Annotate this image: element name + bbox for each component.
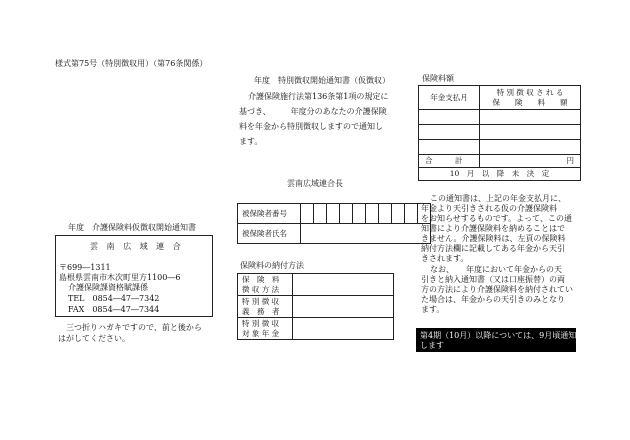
number-cell: [340, 204, 353, 224]
number-cell: [353, 204, 366, 224]
total-label: 合 計: [419, 155, 480, 168]
left-note-2: はがしてください。: [58, 334, 130, 343]
middle-title: 年度 特別徴収開始通知書（仮徴収）: [254, 76, 390, 85]
col-header-month: 年金支払月: [419, 86, 480, 110]
left-note-1: 三つ折りハガキですので、前と後から: [66, 323, 202, 332]
sender-dept: 介護保険課資格賦課係: [68, 283, 148, 292]
right-para-11: た場合は、年金からの天引きのみとなり: [421, 295, 565, 304]
insured-number-label: 被保険者番号: [238, 204, 301, 224]
insured-name-value: [301, 224, 431, 244]
right-title: 保険料額: [422, 74, 454, 83]
premium-table: [418, 85, 581, 181]
month-cell: [419, 110, 480, 125]
right-para-1: この通知書は、上記の年金支払月に、: [430, 194, 566, 203]
form-id: 様式第75号（特別徴収用）（第76条関係）: [55, 59, 208, 68]
banner-line-2: します: [420, 341, 444, 350]
sender-tel: TEL 0854―47―7342: [68, 294, 160, 303]
union-name: 雲南広域連合長: [287, 179, 343, 188]
insured-table: [237, 203, 431, 244]
amount-cell: [480, 125, 581, 140]
right-para-2: 年金より天引きされる仮の介護保険料: [421, 204, 557, 213]
right-para-5: きません。介護保険料は、左頁の保険料: [421, 234, 566, 243]
right-para-10: 方の方法により介護保険料を納付されてい: [421, 285, 573, 294]
sender-address: 島根県雲南市木次町里方1100―6: [59, 273, 181, 282]
number-cell: [366, 204, 379, 224]
right-para-12: ます。: [421, 305, 445, 314]
middle-para-2: 基づき、 年度分のあなたの介護保険: [239, 107, 387, 116]
month-cell: [419, 125, 480, 140]
insured-name-label: 被保険者氏名: [238, 224, 301, 244]
number-cell: [301, 204, 314, 224]
banner-line-1: 第4期（10月）以降については、9月頃通知: [420, 331, 577, 340]
month-cell: [419, 140, 480, 155]
number-cell: [392, 204, 405, 224]
method-label: 保 険 料 徴 収 方 法: [238, 274, 293, 296]
number-cell: [327, 204, 340, 224]
sender-box: [55, 235, 213, 317]
total-yen: 円: [480, 155, 581, 168]
notice-black-banner: [416, 328, 576, 352]
right-para-7: きされます。: [421, 254, 469, 263]
right-para-9: 引きと納入通知書（又は口座振替）の両: [421, 275, 565, 284]
left-title: 年度 介護保険料仮徴収開始通知書: [68, 223, 196, 232]
method-value: [293, 296, 394, 318]
amount-cell: [480, 140, 581, 155]
amount-cell: [480, 110, 581, 125]
middle-para-3: 料を年金から特別徴収しますので通知し: [239, 122, 383, 131]
right-para-3: をお知らせするものです。よって、この通: [421, 214, 572, 223]
right-para-8: なお、 年度において年金からの天: [430, 265, 562, 274]
right-para-4: 知書により介護保険料を納めることはで: [421, 224, 565, 233]
middle-para-4: ます。: [239, 137, 263, 146]
number-cell: [314, 204, 327, 224]
method-value: [293, 274, 394, 296]
method-label: 特 別 徴 収 対 象 年 金: [238, 318, 293, 340]
sender-name: 雲 南 広 域 連 合: [90, 242, 184, 251]
method-table: [237, 273, 394, 340]
middle-para-1: 介護保険施行法第136条第1項の規定に: [248, 92, 389, 101]
number-cell: [405, 204, 418, 224]
number-cell: [379, 204, 392, 224]
col-header-amount: 特 別 徴 収 さ れ る 保 険 料 額: [480, 86, 581, 110]
after-label: 10 月 以 降 未 決 定: [419, 168, 581, 181]
method-value: [293, 318, 394, 340]
sender-fax: FAX 0854―47―7344: [68, 305, 160, 314]
right-para-6: 納付方法欄に記載してある年金から天引: [421, 244, 565, 253]
method-label: 特 別 徴 収 義 務 者: [238, 296, 293, 318]
method-title: 保険料の納付方法: [240, 261, 304, 270]
sender-postal: 〒699―1311: [59, 263, 111, 272]
